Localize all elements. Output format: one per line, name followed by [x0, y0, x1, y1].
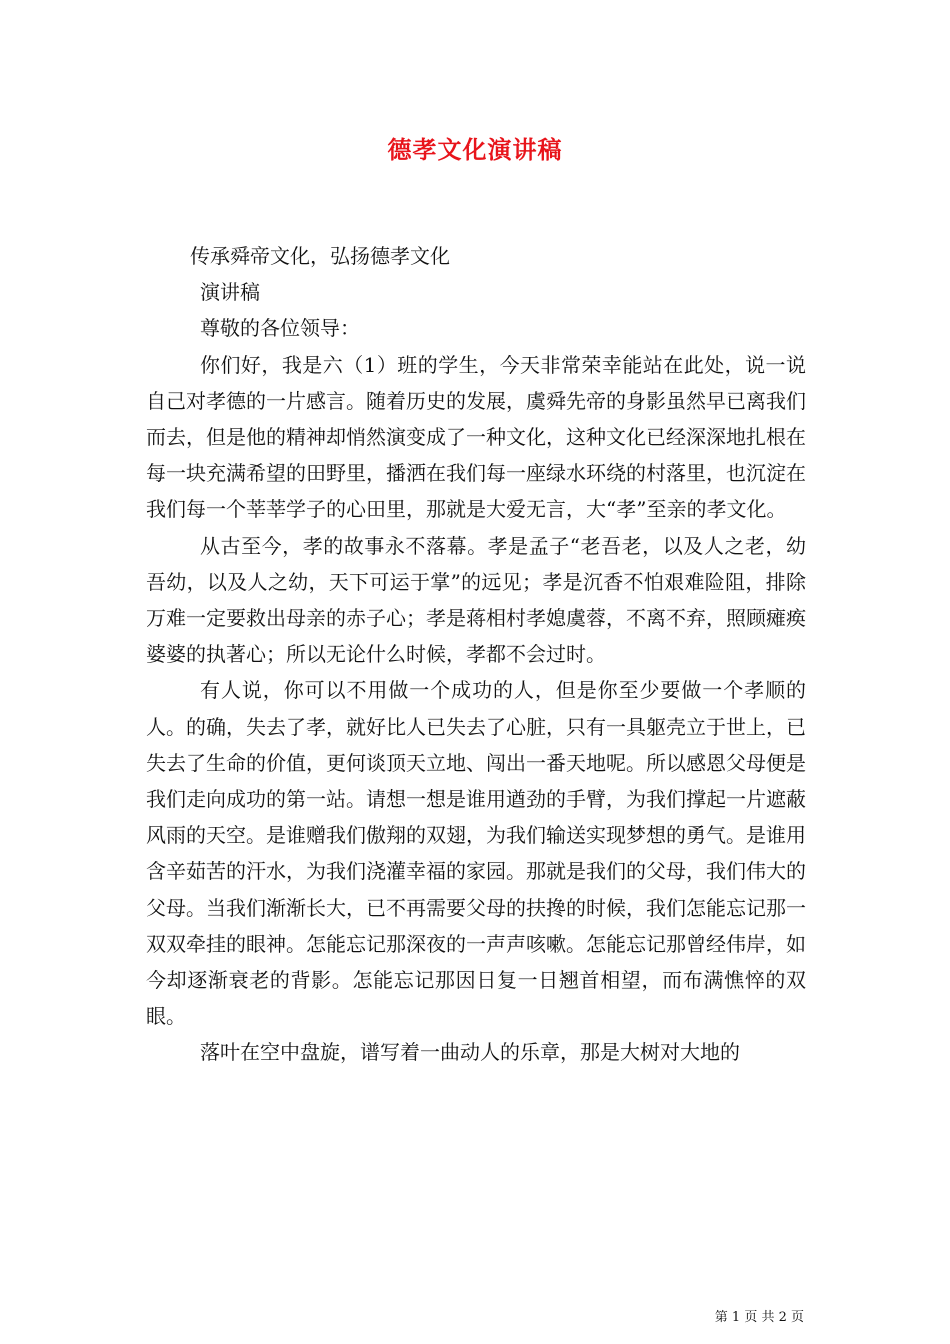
paragraph: 从古至今，孝的故事永不落幕。孝是孟子“老吾老，以及人之老，幼吾幼，以及人之幼，天下可运于掌”的远见；孝是沉香不怕艰难险阻，排除万难一定要救出母亲的赤子心；孝是蒋相村孝媳虞蓉，不离不弃，照顾瘫痪婆婆的执著心；所以无论什么时候，孝都不会过时。	[146, 533, 806, 667]
document-body	[146, 238, 806, 1071]
greeting-line: 尊敬的各位领导：	[200, 316, 360, 341]
paragraph: 你们好，我是六（1）班的学生，今天非常荣幸能站在此处，说一说自己对孝德的一片感言。随着历史的发展，虞舜先帝的身影虽然早已离我们而去，但是他的精神却悄然演变成了一种文化，这种文化已经深深地扎根在每一块充满希望的田野里，播洒在我们每一座绿水环绕的村落里，也沉淀在我们每一个莘莘学子的心田里，那就是大爱无言，大“孝”至亲的孝文化。	[146, 352, 806, 522]
page-number: 第 1 页 共 2 页	[714, 1310, 804, 1325]
paragraph: 落叶在空中盘旋，谱写着一曲动人的乐章，那是大树对大地的	[200, 1040, 740, 1065]
document-title: 德孝文化演讲稿	[387, 135, 563, 164]
paragraph: 有人说，你可以不用做一个成功的人，但是你至少要做一个孝顺的人。的确，失去了孝，就好比人已失去了心脏，只有一具躯壳立于世上，已失去了生命的价值，更何谈顶天立地、闯出一番天地呢。所以感恩父母便是我们走向成功的第一站。请想一想是谁用遒劲的手臂，为我们撑起一片遮蔽风雨的天空。是谁赠我们傲翔的双翅，为我们输送实现梦想的勇气。是谁用含辛茹苦的汗水，为我们浇灌幸福的家园。那就是我们的父母，我们伟大的父母。当我们渐渐长大，已不再需要父母的扶搀的时候，我们怎能忘记那一双双牵挂的眼神。怎能忘记那深夜的一声声咳嗽。怎能忘记那曾经伟岸，如今却逐渐衰老的背影。怎能忘记那因日复一日翘首相望，而布满憔悴的双眼。	[146, 678, 806, 1029]
subtitle-line: 传承舜帝文化，弘扬德孝文化	[190, 244, 450, 268]
doc-type-line: 演讲稿	[200, 280, 260, 305]
